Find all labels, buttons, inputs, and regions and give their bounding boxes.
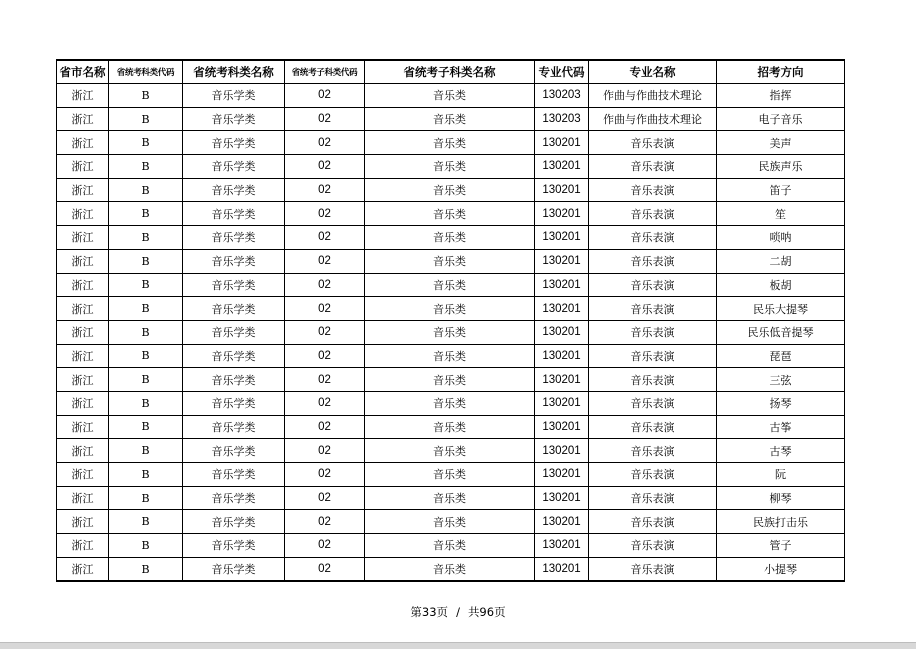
cell-direction: 三弦 [717, 368, 845, 392]
cell-subcategory-code: 02 [285, 486, 365, 510]
cell-direction: 扬琴 [717, 391, 845, 415]
cell-direction: 古琴 [717, 439, 845, 463]
cell-category-name: 音乐学类 [183, 155, 285, 179]
cell-subcategory-code: 02 [285, 534, 365, 558]
cell-direction: 民乐大提琴 [717, 297, 845, 321]
cell-province: 浙江 [57, 226, 109, 250]
cell-major-code: 130201 [535, 131, 589, 155]
cell-category-code: B [109, 391, 183, 415]
cell-major-code: 130201 [535, 249, 589, 273]
table-row [57, 226, 845, 250]
cell-major-code: 130201 [535, 226, 589, 250]
cell-major-name: 音乐表演 [589, 273, 717, 297]
cell-direction: 柳琴 [717, 486, 845, 510]
admissions-table [56, 59, 845, 582]
cell-subcategory-name: 音乐类 [365, 202, 535, 226]
cell-province: 浙江 [57, 155, 109, 179]
cell-subcategory-name: 音乐类 [365, 226, 535, 250]
cell-major-name: 音乐表演 [589, 344, 717, 368]
cell-major-code: 130201 [535, 486, 589, 510]
cell-category-name: 音乐学类 [183, 84, 285, 108]
table-row [57, 415, 845, 439]
table-row [57, 249, 845, 273]
cell-subcategory-code: 02 [285, 415, 365, 439]
cell-major-name: 音乐表演 [589, 391, 717, 415]
cell-subcategory-name: 音乐类 [365, 415, 535, 439]
cell-category-code: B [109, 320, 183, 344]
cell-major-name: 音乐表演 [589, 534, 717, 558]
cell-category-code: B [109, 155, 183, 179]
cell-subcategory-code: 02 [285, 344, 365, 368]
cell-direction: 民族声乐 [717, 155, 845, 179]
cell-subcategory-code: 02 [285, 249, 365, 273]
cell-province: 浙江 [57, 107, 109, 131]
table-row [57, 344, 845, 368]
cell-major-code: 130201 [535, 178, 589, 202]
cell-direction: 唢呐 [717, 226, 845, 250]
cell-major-name: 音乐表演 [589, 439, 717, 463]
cell-province: 浙江 [57, 486, 109, 510]
cell-subcategory-code: 02 [285, 131, 365, 155]
cell-direction: 民乐低音提琴 [717, 320, 845, 344]
cell-subcategory-code: 02 [285, 178, 365, 202]
cell-subcategory-code: 02 [285, 510, 365, 534]
cell-direction: 民族打击乐 [717, 510, 845, 534]
cell-province: 浙江 [57, 534, 109, 558]
cell-subcategory-name: 音乐类 [365, 107, 535, 131]
cell-major-code: 130201 [535, 557, 589, 581]
table-row [57, 463, 845, 487]
cell-major-name: 音乐表演 [589, 510, 717, 534]
cell-subcategory-name: 音乐类 [365, 155, 535, 179]
table-row [57, 202, 845, 226]
cell-category-name: 音乐学类 [183, 439, 285, 463]
page-footer [0, 604, 916, 620]
table-row [57, 557, 845, 581]
cell-province: 浙江 [57, 391, 109, 415]
cell-major-code: 130201 [535, 415, 589, 439]
cell-direction: 小提琴 [717, 557, 845, 581]
cell-major-name: 音乐表演 [589, 415, 717, 439]
cell-subcategory-code: 02 [285, 155, 365, 179]
cell-category-code: B [109, 510, 183, 534]
cell-category-name: 音乐学类 [183, 178, 285, 202]
cell-major-name: 音乐表演 [589, 202, 717, 226]
cell-major-name: 音乐表演 [589, 178, 717, 202]
cell-subcategory-code: 02 [285, 320, 365, 344]
header-subcategory-name: 省统考子科类名称 [365, 60, 535, 84]
table-row [57, 391, 845, 415]
cell-major-code: 130201 [535, 320, 589, 344]
cell-subcategory-name: 音乐类 [365, 178, 535, 202]
cell-major-code: 130201 [535, 368, 589, 392]
cell-major-code: 130201 [535, 273, 589, 297]
cell-subcategory-name: 音乐类 [365, 510, 535, 534]
cell-category-code: B [109, 202, 183, 226]
cell-category-name: 音乐学类 [183, 368, 285, 392]
cell-direction: 板胡 [717, 273, 845, 297]
cell-subcategory-name: 音乐类 [365, 368, 535, 392]
cell-major-code: 130203 [535, 107, 589, 131]
cell-category-code: B [109, 439, 183, 463]
cell-subcategory-code: 02 [285, 107, 365, 131]
cell-major-code: 130201 [535, 297, 589, 321]
cell-subcategory-name: 音乐类 [365, 297, 535, 321]
cell-major-name: 音乐表演 [589, 249, 717, 273]
cell-province: 浙江 [57, 368, 109, 392]
cell-subcategory-code: 02 [285, 84, 365, 108]
cell-major-name: 音乐表演 [589, 155, 717, 179]
cell-major-name: 音乐表演 [589, 368, 717, 392]
page-total: 共96页 [467, 605, 506, 619]
cell-subcategory-name: 音乐类 [365, 463, 535, 487]
cell-province: 浙江 [57, 320, 109, 344]
cell-category-name: 音乐学类 [183, 486, 285, 510]
header-category-name: 省统考科类名称 [183, 60, 285, 84]
cell-subcategory-code: 02 [285, 226, 365, 250]
cell-subcategory-name: 音乐类 [365, 344, 535, 368]
cell-major-code: 130201 [535, 463, 589, 487]
cell-category-code: B [109, 131, 183, 155]
cell-category-code: B [109, 486, 183, 510]
cell-subcategory-name: 音乐类 [365, 557, 535, 581]
table-row [57, 131, 845, 155]
cell-category-code: B [109, 249, 183, 273]
page-current: 第33页 [410, 605, 449, 619]
header-row [57, 60, 845, 84]
cell-category-name: 音乐学类 [183, 463, 285, 487]
cell-province: 浙江 [57, 344, 109, 368]
cell-subcategory-name: 音乐类 [365, 391, 535, 415]
cell-province: 浙江 [57, 439, 109, 463]
cell-subcategory-code: 02 [285, 368, 365, 392]
cell-direction: 指挥 [717, 84, 845, 108]
table-row [57, 178, 845, 202]
cell-direction: 二胡 [717, 249, 845, 273]
cell-major-name: 音乐表演 [589, 557, 717, 581]
cell-subcategory-code: 02 [285, 273, 365, 297]
cell-subcategory-name: 音乐类 [365, 273, 535, 297]
cell-category-name: 音乐学类 [183, 534, 285, 558]
cell-major-code: 130201 [535, 510, 589, 534]
cell-province: 浙江 [57, 510, 109, 534]
header-province: 省市名称 [57, 60, 109, 84]
cell-category-name: 音乐学类 [183, 226, 285, 250]
cell-category-code: B [109, 557, 183, 581]
cell-major-code: 130201 [535, 439, 589, 463]
cell-subcategory-code: 02 [285, 391, 365, 415]
cell-major-code: 130201 [535, 202, 589, 226]
cell-category-code: B [109, 368, 183, 392]
header-category-code: 省统考科类代码 [109, 60, 183, 84]
cell-province: 浙江 [57, 297, 109, 321]
table-row [57, 534, 845, 558]
cell-category-name: 音乐学类 [183, 415, 285, 439]
cell-category-name: 音乐学类 [183, 202, 285, 226]
cell-subcategory-code: 02 [285, 297, 365, 321]
cell-major-name: 音乐表演 [589, 131, 717, 155]
cell-major-code: 130201 [535, 391, 589, 415]
table-row [57, 297, 845, 321]
cell-province: 浙江 [57, 249, 109, 273]
cell-province: 浙江 [57, 84, 109, 108]
cell-province: 浙江 [57, 463, 109, 487]
cell-subcategory-name: 音乐类 [365, 534, 535, 558]
cell-category-code: B [109, 107, 183, 131]
cell-direction: 美声 [717, 131, 845, 155]
cell-major-code: 130201 [535, 534, 589, 558]
table-row [57, 320, 845, 344]
cell-major-name: 音乐表演 [589, 320, 717, 344]
cell-province: 浙江 [57, 415, 109, 439]
cell-category-name: 音乐学类 [183, 510, 285, 534]
cell-direction: 管子 [717, 534, 845, 558]
cell-major-code: 130201 [535, 155, 589, 179]
cell-major-code: 130203 [535, 84, 589, 108]
cell-category-name: 音乐学类 [183, 249, 285, 273]
cell-province: 浙江 [57, 178, 109, 202]
cell-direction: 电子音乐 [717, 107, 845, 131]
cell-subcategory-name: 音乐类 [365, 320, 535, 344]
cell-category-code: B [109, 226, 183, 250]
table-row [57, 486, 845, 510]
table-row [57, 107, 845, 131]
cell-subcategory-code: 02 [285, 557, 365, 581]
cell-category-code: B [109, 534, 183, 558]
header-direction: 招考方向 [717, 60, 845, 84]
cell-direction: 古筝 [717, 415, 845, 439]
cell-category-name: 音乐学类 [183, 107, 285, 131]
cell-category-code: B [109, 415, 183, 439]
cell-category-name: 音乐学类 [183, 320, 285, 344]
cell-major-name: 音乐表演 [589, 226, 717, 250]
cell-major-name: 音乐表演 [589, 463, 717, 487]
cell-major-name: 音乐表演 [589, 486, 717, 510]
cell-category-name: 音乐学类 [183, 557, 285, 581]
table-body [57, 84, 845, 582]
cell-province: 浙江 [57, 557, 109, 581]
table-row [57, 510, 845, 534]
cell-category-name: 音乐学类 [183, 391, 285, 415]
cell-province: 浙江 [57, 131, 109, 155]
cell-category-code: B [109, 463, 183, 487]
table-row [57, 439, 845, 463]
header-subcategory-code: 省统考子科类代码 [285, 60, 365, 84]
cell-subcategory-code: 02 [285, 463, 365, 487]
cell-subcategory-name: 音乐类 [365, 84, 535, 108]
cell-province: 浙江 [57, 273, 109, 297]
cell-subcategory-name: 音乐类 [365, 439, 535, 463]
cell-direction: 笙 [717, 202, 845, 226]
cell-category-code: B [109, 344, 183, 368]
cell-subcategory-name: 音乐类 [365, 486, 535, 510]
cell-subcategory-code: 02 [285, 439, 365, 463]
cell-major-code: 130201 [535, 344, 589, 368]
header-major-name: 专业名称 [589, 60, 717, 84]
cell-direction: 笛子 [717, 178, 845, 202]
cell-direction: 琵琶 [717, 344, 845, 368]
table-row [57, 368, 845, 392]
cell-category-name: 音乐学类 [183, 131, 285, 155]
cell-subcategory-name: 音乐类 [365, 131, 535, 155]
cell-subcategory-code: 02 [285, 202, 365, 226]
header-major-code: 专业代码 [535, 60, 589, 84]
cell-category-name: 音乐学类 [183, 344, 285, 368]
cell-category-name: 音乐学类 [183, 297, 285, 321]
cell-category-code: B [109, 178, 183, 202]
cell-subcategory-name: 音乐类 [365, 249, 535, 273]
cell-direction: 阮 [717, 463, 845, 487]
cell-category-code: B [109, 84, 183, 108]
cell-major-name: 音乐表演 [589, 297, 717, 321]
cell-category-name: 音乐学类 [183, 273, 285, 297]
cell-category-code: B [109, 297, 183, 321]
cell-province: 浙江 [57, 202, 109, 226]
page-separator: / [456, 605, 460, 619]
cell-category-code: B [109, 273, 183, 297]
cell-major-name: 作曲与作曲技术理论 [589, 84, 717, 108]
table-row [57, 84, 845, 108]
table-row [57, 273, 845, 297]
table-row [57, 155, 845, 179]
cell-major-name: 作曲与作曲技术理论 [589, 107, 717, 131]
